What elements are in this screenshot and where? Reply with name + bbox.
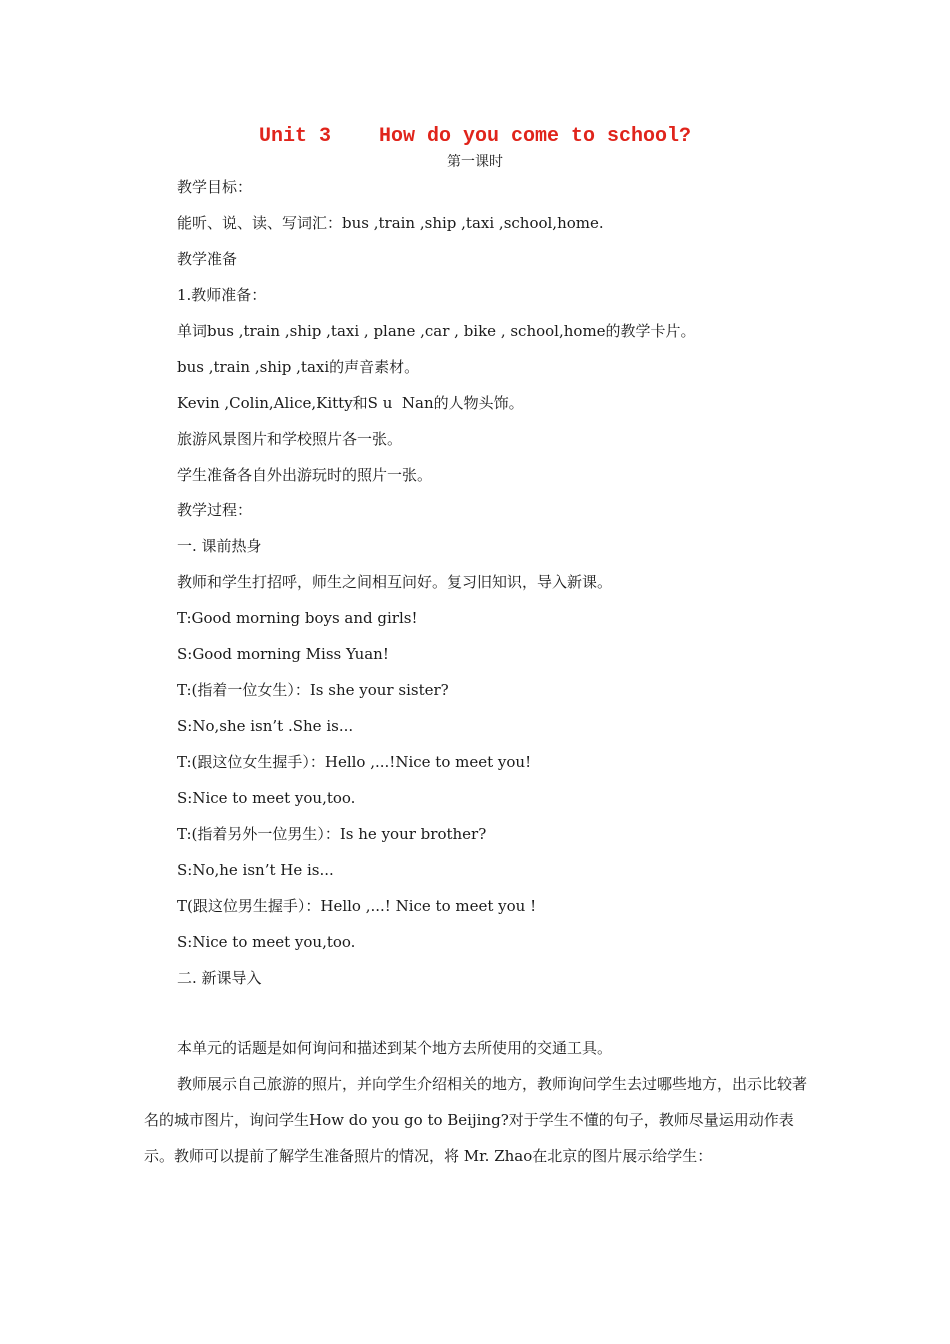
dialogue-line: T:(指着另外一位男生）：Is he your brother? bbox=[177, 825, 487, 843]
section-heading: 二. 新课导入 bbox=[177, 969, 262, 987]
dialogue-line: T:(指着一位女生）：Is she your sister? bbox=[177, 681, 449, 699]
lesson-subtitle: 第一课时 bbox=[447, 154, 503, 170]
text-line: 教师和学生打招呼，师生之间相互问好。复习旧知识，导入新课。 bbox=[177, 573, 613, 591]
text-line: 教学目标： bbox=[177, 178, 253, 196]
body-paragraphs bbox=[144, 1030, 808, 1174]
dialogue-line: T:(跟这位女生握手）：Hello ,...!Nice to meet you! bbox=[177, 753, 532, 771]
text-line: 能听、说、读、写词汇：bus ,train ,ship ,taxi ,school,home. bbox=[177, 214, 604, 232]
text-line: 旅游风景图片和学校照片各一张。 bbox=[177, 430, 403, 448]
paragraph-topic: 本单元的话题是如何询问和描述到某个地方去所使用的交通工具。 bbox=[177, 1039, 613, 1057]
dialogue-line: S:Nice to meet you,too. bbox=[177, 933, 356, 951]
document-title: Unit 3 How do you come to school? bbox=[258, 125, 692, 148]
dialogue-line: S:Nice to meet you,too. bbox=[177, 789, 356, 807]
text-line: Kevin ,Colin,Alice,Kitty和S u Nan的人物头饰。 bbox=[177, 394, 524, 412]
dialogue-line: S:Good morning Miss Yuan! bbox=[177, 645, 389, 663]
text-line: 教学准备 bbox=[177, 250, 238, 268]
text-line: 学生准备各自外出游玩时的照片一张。 bbox=[177, 466, 433, 484]
text-line: 1.教师准备： bbox=[177, 286, 267, 304]
text-line: 教学过程： bbox=[177, 501, 253, 519]
section-heading: 一. 课前热身 bbox=[177, 537, 262, 555]
dialogue-line: T(跟这位男生握手）：Hello ,...! Nice to meet you ! bbox=[177, 897, 537, 915]
text-line: bus ,train ,ship ,taxi的声音素材。 bbox=[177, 358, 420, 376]
dialogue-line: S:No,he isn’t He is... bbox=[177, 861, 334, 879]
text-line: 单词bus ,train ,ship ,taxi , plane ,car , bike , school,home的教学卡片。 bbox=[177, 322, 696, 340]
paragraph-activity: 教师展示自己旅游的照片，并向学生介绍相关的地方，教师询问学生去过哪些地方，出示比较著名的城市图片，询问学生How do you go to Beijing?对于学生不懂的句子，教师尽量运用动作表示。教师可以提前了解学生准备照片的情况，将 Mr. Zhao在北京的图片展示给学生： bbox=[144, 1075, 808, 1165]
dialogue-line: T:Good morning boys and girls! bbox=[177, 609, 418, 627]
dialogue-line: S:No,she isn’t .She is... bbox=[177, 717, 354, 735]
